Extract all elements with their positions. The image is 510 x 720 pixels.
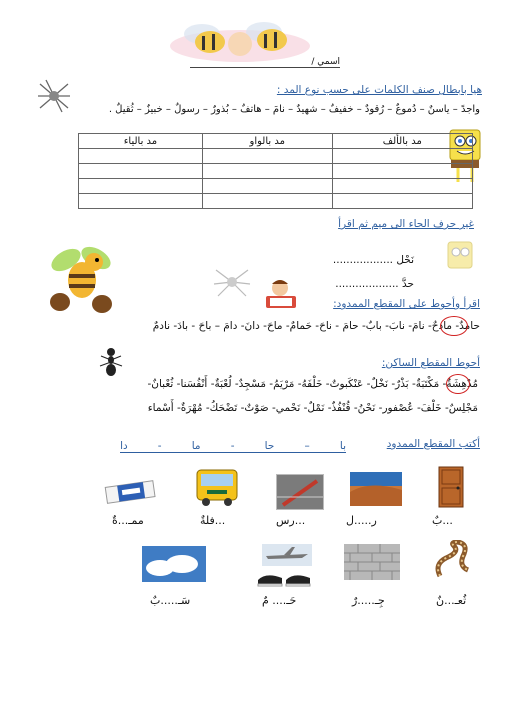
- airplane-icon: [262, 544, 312, 566]
- table-header-alif: مد بالألف: [332, 134, 472, 149]
- row2-word-1[interactable]: ثُعـ...نٌ: [436, 594, 467, 607]
- row2-word-2[interactable]: جِـ.....رٌ: [352, 594, 385, 607]
- table-cell[interactable]: [202, 149, 332, 164]
- row1-word-1[interactable]: ...بٌ: [432, 514, 453, 527]
- spongebob-faint-icon: [446, 240, 476, 284]
- table-cell[interactable]: [332, 164, 472, 179]
- table-cell[interactable]: [202, 179, 332, 194]
- reading-boy-icon: [262, 278, 302, 316]
- madd-table: [78, 133, 473, 209]
- syllable-da: دا: [120, 440, 128, 452]
- row1-word-5[interactable]: ممـ...ةٌ: [112, 514, 144, 527]
- syllable-ba: با: [339, 440, 346, 452]
- door-icon: [438, 466, 464, 508]
- shoes-icon: [256, 568, 312, 588]
- table-cell[interactable]: [202, 194, 332, 209]
- syllable-bar: با – حا - ما - دا: [120, 440, 346, 452]
- section4-line1: مُدْهِشَةٌ- مَكْتَبَةٌ- بَذْرٌ- نَخْلٌ- عَنْكَبوتٌ- خَلْفَهُ- مَرْيَمُ- مَسْجِدٌ- لُعْبَةٌ- أَنْفُسَنا- ثُعْبانٌ-: [147, 378, 478, 390]
- section1-words: واجدً – ياسنٌ – دُموعٌ – رُقودٌ – خفيفٌ – شهيدٌ – نامَ – هاتفٌ – بُذورٌ – رسولٌ – خبيزٌ – ثُقيلٌ .: [108, 104, 480, 115]
- table-cell[interactable]: [79, 164, 203, 179]
- eraser-icon: [104, 474, 156, 508]
- section2-line1: نَحْل ..................: [332, 254, 414, 266]
- table-row[interactable]: [79, 149, 473, 164]
- section4-line2: مَجْلِسٌ- خَلْفَ- عُصْفور- نَحْنُ- قُنْفُذٌ- نَمْلٌ- نَحْمي- صَوْتٌ- تَضْحَكُ- مُهْرَةٌ- أَسْماء: [147, 402, 478, 414]
- syllable-ha: حا: [264, 440, 275, 452]
- table-cell[interactable]: [332, 179, 472, 194]
- table-row[interactable]: [79, 179, 473, 194]
- section5-title: أكتب المقطع الممدود: [386, 438, 480, 450]
- snake-icon: [432, 540, 476, 582]
- row1-word-4[interactable]: ...فلةٌ: [200, 514, 226, 527]
- section3-title: اقرأ وأحوط على المقطع الممدود:: [333, 298, 480, 310]
- section1-title: هيا بابطال صنف الكلمات على حسب نوع المد :: [276, 84, 482, 96]
- table-header-waw: مد بالواو: [202, 134, 332, 149]
- table-cell[interactable]: [332, 149, 472, 164]
- train-rails-icon: [276, 474, 324, 510]
- clouds-icon: [142, 546, 206, 582]
- spider-faint-icon: [212, 262, 252, 306]
- spider-icon: [36, 78, 72, 118]
- desert-icon: [350, 472, 402, 506]
- section2-title: غير حرف الحاء الى ميم ثم اقرأ: [338, 218, 474, 230]
- table-cell[interactable]: [202, 164, 332, 179]
- table-row[interactable]: [79, 164, 473, 179]
- name-label: اسمي /: [311, 57, 340, 67]
- red-circle-mark: [440, 316, 468, 336]
- section3-words: حامدٌ- مادحٌ- نامَ- نابَ- بابٌ- حامَ - ناحَ- حَمامٌ- ماحَ- دانَ- دامَ – باحَ - بادَ- نادمٌ: [152, 320, 480, 332]
- row2-word-4[interactable]: سَـ.....بٌ: [150, 594, 191, 607]
- table-header-row: [79, 134, 473, 149]
- table-row[interactable]: [79, 194, 473, 209]
- red-circle-mark: [446, 374, 470, 394]
- row2-word-3[interactable]: حَـ.... مٌ: [262, 594, 297, 607]
- ant-icon: [98, 346, 124, 380]
- row1-word-2[interactable]: ر.....ل: [346, 514, 377, 527]
- table-cell[interactable]: [332, 194, 472, 209]
- syllable-ma: ما: [191, 440, 201, 452]
- bee-icon: [36, 240, 126, 322]
- section4-title: أحوط المقطع الساكن:: [381, 357, 480, 369]
- name-line: [190, 57, 340, 68]
- wall-icon: [344, 544, 400, 580]
- row1-word-3[interactable]: ...رس: [276, 514, 306, 527]
- bus-icon: [193, 464, 241, 508]
- section2-line2: حدَّ ...................: [335, 278, 414, 290]
- table-cell[interactable]: [79, 179, 203, 194]
- table-header-ya: مد بالياء: [79, 134, 203, 149]
- table-cell[interactable]: [79, 149, 203, 164]
- table-cell[interactable]: [79, 194, 203, 209]
